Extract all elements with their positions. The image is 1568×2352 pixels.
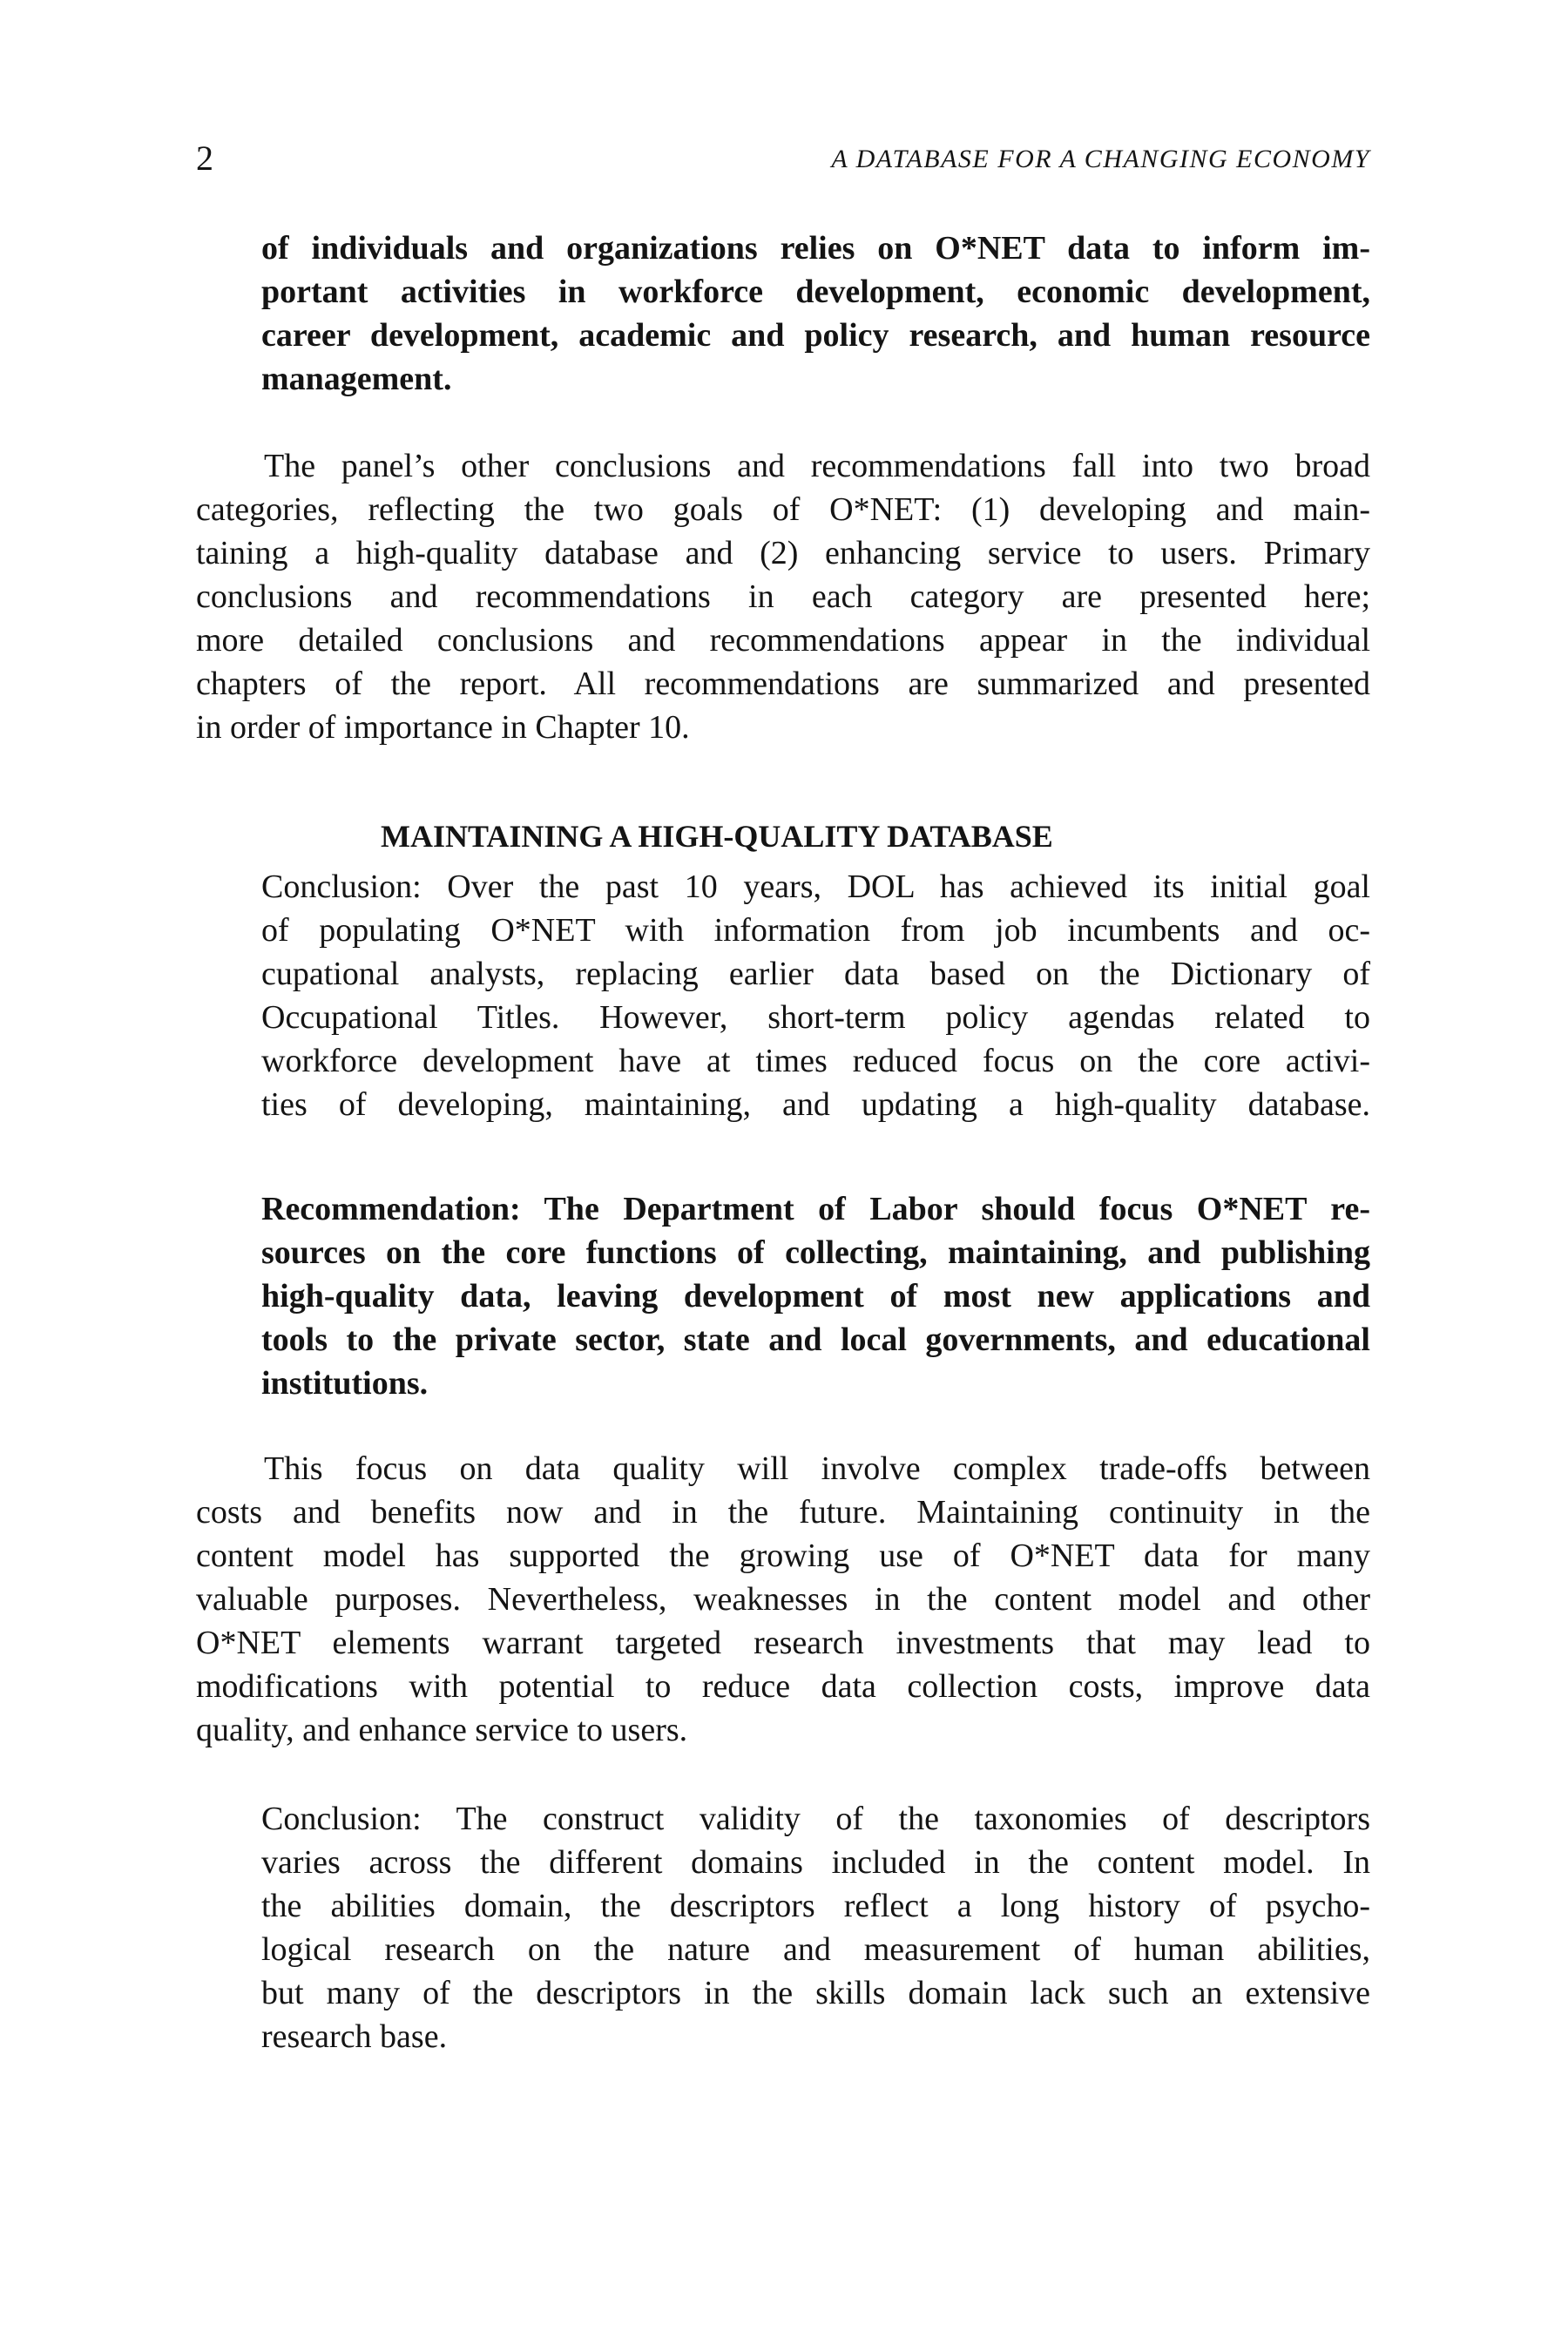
body-paragraph-2	[196, 1447, 1370, 1752]
body-paragraph-1	[196, 444, 1370, 749]
text-line: Conclusion: The construct validity of the taxonomies of descriptors	[261, 1801, 1370, 1837]
text-line: institutions.	[261, 1365, 429, 1402]
recommendation-1	[261, 1187, 1370, 1405]
text-line: content model has supported the growing use of O*NET data for many	[196, 1538, 1370, 1574]
text-line: tools to the private sector, state and local governments, and educational	[261, 1321, 1370, 1358]
text-line: more detailed conclusions and recommendations appear in the individual	[196, 622, 1370, 659]
text-line: conclusions and recommendations in each category are presented here;	[196, 578, 1370, 615]
text-line: chapters of the report. All recommendations are summarized and presented	[196, 666, 1370, 702]
text-line: but many of the descriptors in the skills domain lack such an extensive	[261, 1975, 1370, 2011]
text-line: high-quality data, leaving development of most new applications and	[261, 1278, 1370, 1315]
text-line: The panel’s other conclusions and recommendations fall into two broad	[264, 448, 1370, 484]
text-line: O*NET elements warrant targeted research investments that may lead to	[196, 1625, 1370, 1661]
text-line: sources on the core functions of collecting, maintaining, and publishing	[261, 1234, 1370, 1271]
text-line: taining a high-quality database and (2) enhancing service to users. Primary	[196, 535, 1370, 571]
intro-bold-paragraph	[261, 226, 1370, 401]
running-header: A DATABASE FOR A CHANGING ECONOMY	[831, 145, 1370, 173]
text-line: cupational analysts, replacing earlier data based on the Dictionary of	[261, 956, 1370, 992]
text-line: modifications with potential to reduce data collection costs, improve data	[196, 1668, 1370, 1705]
text-line: valuable purposes. Nevertheless, weaknesses in the content model and other	[196, 1581, 1370, 1618]
text-line: the abilities domain, the descriptors reflect a long history of psycho-	[261, 1888, 1370, 1924]
text-line: quality, and enhance service to users.	[196, 1712, 688, 1748]
text-line: Occupational Titles. However, short-term policy agendas related to	[261, 999, 1370, 1036]
text-line: costs and benefits now and in the future. Maintaining continuity in the	[196, 1494, 1370, 1531]
conclusion-1	[261, 865, 1370, 1126]
text-line: categories, reflecting the two goals of O*NET: (1) developing and main-	[196, 491, 1370, 528]
section-heading: MAINTAINING A HIGH-QUALITY DATABASE	[381, 819, 1053, 854]
text-line: Recommendation: The Department of Labor should focus O*NET re-	[261, 1191, 1370, 1227]
text-line: portant activities in workforce development, economic development,	[261, 274, 1370, 310]
conclusion-2	[261, 1797, 1370, 2058]
text-line: in order of importance in Chapter 10.	[196, 709, 690, 746]
text-line: of individuals and organizations relies on O*NET data to inform im-	[261, 230, 1370, 267]
text-line: logical research on the nature and measurement of human abilities,	[261, 1931, 1370, 1968]
text-line: career development, academic and policy research, and human resource	[261, 317, 1370, 354]
text-line: research base.	[261, 2018, 448, 2055]
text-line: Conclusion: Over the past 10 years, DOL has achieved its initial goal	[261, 868, 1370, 905]
text-line: management.	[261, 361, 452, 397]
text-line: workforce development have at times reduced focus on the core activi-	[261, 1043, 1370, 1079]
text-line: varies across the different domains included in the content model. In	[261, 1844, 1370, 1881]
page-number: 2	[196, 139, 213, 178]
text-line: ties of developing, maintaining, and updating a high-quality database.	[261, 1086, 1370, 1123]
text-line: of populating O*NET with information from job incumbents and oc-	[261, 912, 1370, 949]
text-line: This focus on data quality will involve complex trade-offs between	[264, 1450, 1370, 1487]
